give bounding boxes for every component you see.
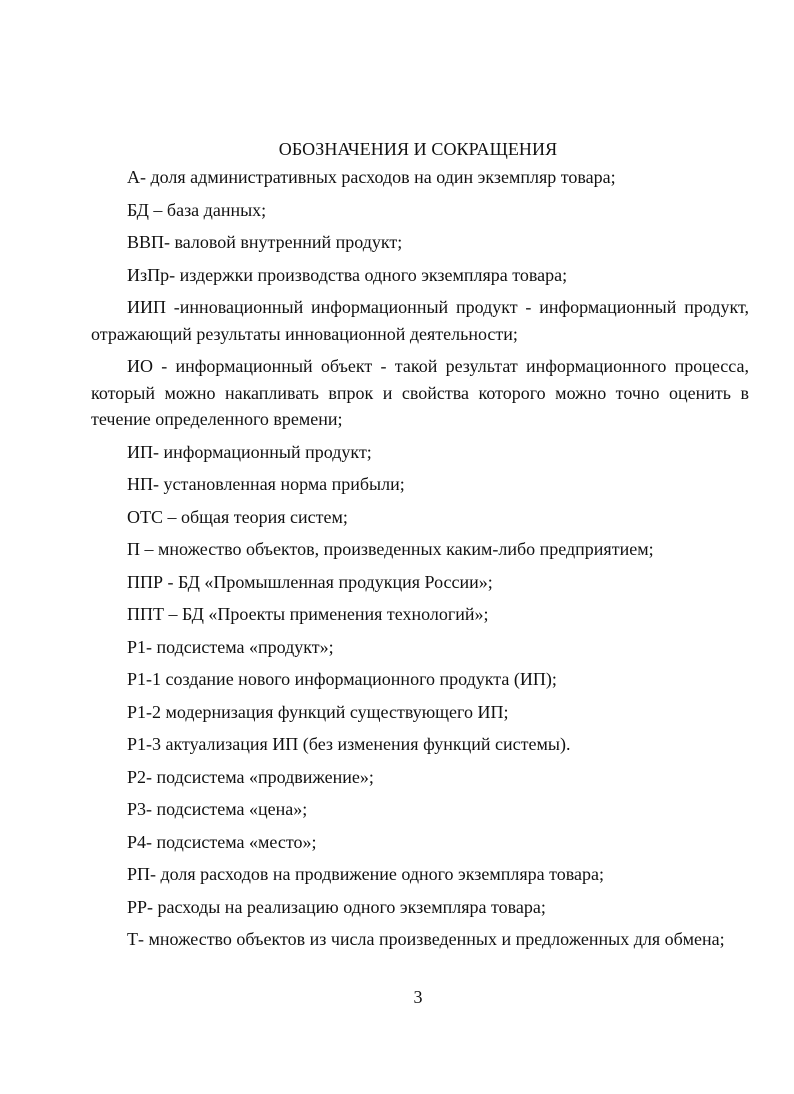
- abbreviation-entry: Р1-2 модернизация функций существующего ИП;: [127, 701, 509, 722]
- abbreviation-entry: Р4- подсистема «место»;: [127, 831, 317, 852]
- abbreviation-entry: ППТ – БД «Проекты применения технологий»;: [127, 604, 489, 624]
- abbreviation-entry: Р1- подсистема «продукт»;: [127, 636, 334, 657]
- abbreviation-entry: ИИП -инновационный информационный продукт - информационный продукт, отражающий результаты инновационной деятельности;: [91, 297, 749, 344]
- abbreviation-entry: Т- множество объектов из числа произведенных и предложенных для обмена;: [127, 929, 725, 949]
- abbreviation-entry: Р2- подсистема «продвижение»;: [127, 766, 374, 787]
- page-number: 3: [413, 987, 423, 1007]
- abbreviation-entry: ИП- информационный продукт;: [127, 441, 372, 462]
- abbreviation-entry: ИО - информационный объект - такой результат информационного процесса, который можно накапливать впрок и свойства которого можно точно оценить в течение определенного времени;: [91, 356, 749, 429]
- abbreviation-entry: Р3- подсистема «цена»;: [127, 799, 308, 819]
- abbreviation-entry: РП- доля расходов на продвижение одного экземпляра товара;: [127, 864, 605, 884]
- abbreviation-entry: ИзПр- издержки производства одного экземпляра товара;: [127, 264, 568, 285]
- abbreviation-entry: А- доля административных расходов на один экземпляр товара;: [127, 167, 616, 187]
- abbreviation-entry: П – множество объектов, произведенных каким-либо предприятием;: [127, 539, 654, 559]
- abbreviation-entry: Р1-3 актуализация ИП (без изменения функций системы).: [127, 734, 571, 754]
- abbreviation-entry: БД – база данных;: [127, 199, 267, 220]
- abbreviation-entry: ВВП- валовой внутренний продукт;: [127, 232, 403, 252]
- abbreviation-entry: ОТС – общая теория систем;: [127, 506, 348, 527]
- abbreviations-list: [91, 164, 749, 959]
- abbreviation-entry: Р1-1 создание нового информационного продукта (ИП);: [127, 669, 557, 689]
- abbreviation-entry: ППР - БД «Промышленная продукция России»;: [127, 571, 493, 592]
- abbreviation-entry: РР- расходы на реализацию одного экземпляра товара;: [127, 896, 546, 917]
- abbreviation-entry: НП- установленная норма прибыли;: [127, 474, 405, 494]
- page-title: ОБОЗНАЧЕНИЯ И СОКРАЩЕНИЯ: [278, 139, 558, 159]
